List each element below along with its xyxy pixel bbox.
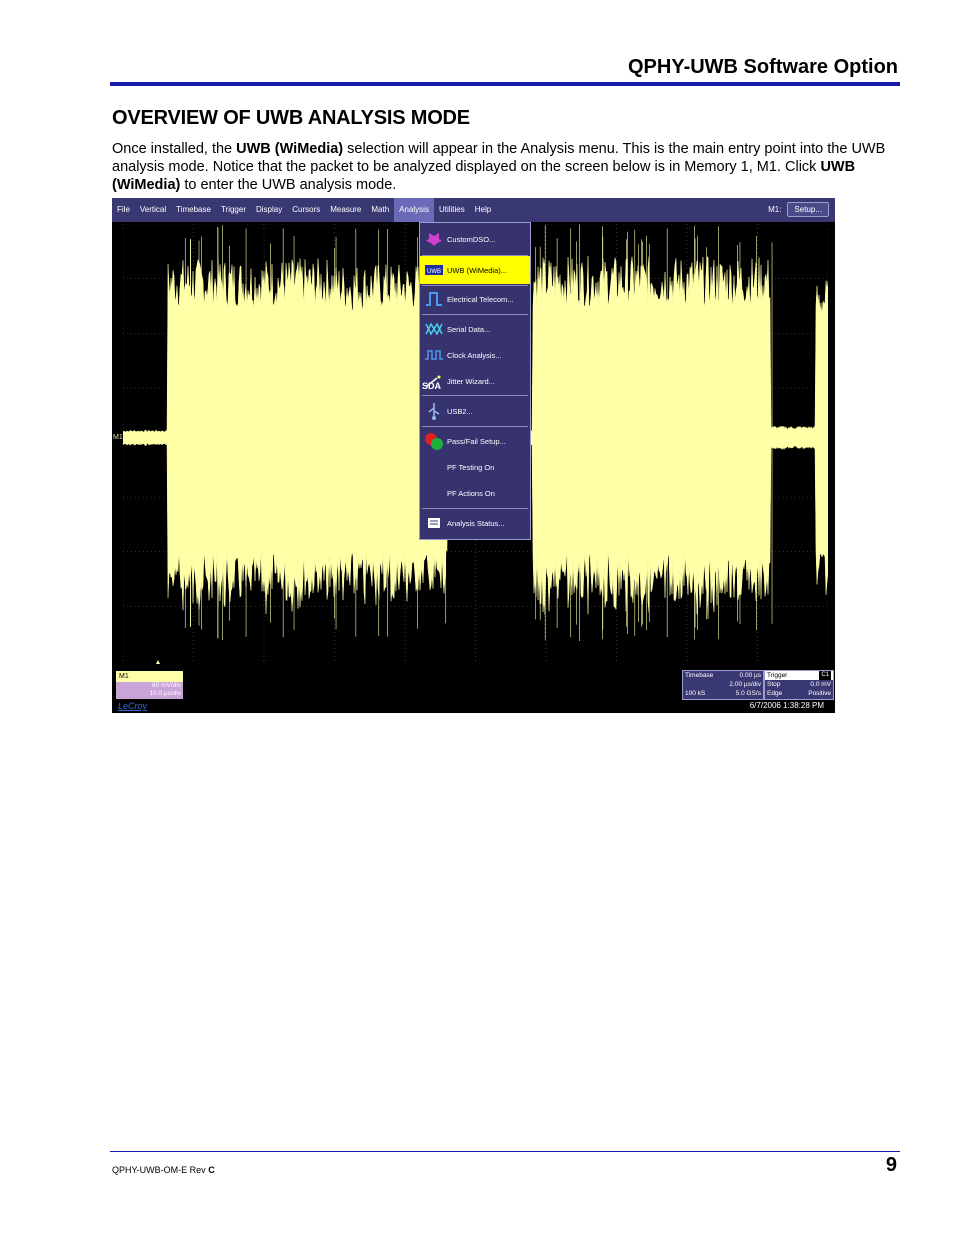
timebase-label: Timebase bbox=[685, 672, 714, 679]
footer-doc-text: QPHY-UWB-OM-E Rev bbox=[112, 1165, 209, 1175]
usb-icon bbox=[424, 402, 444, 420]
dd-label: USB2... bbox=[447, 406, 473, 416]
m1-tdiv: 10.0 µs/div bbox=[149, 690, 181, 697]
section-heading: OVERVIEW OF UWB ANALYSIS MODE bbox=[112, 107, 470, 129]
intro-bold-uwb-1: UWB (WiMedia) bbox=[236, 141, 344, 157]
menu-cursors[interactable]: Cursors bbox=[292, 205, 321, 214]
dd-label: UWB (WiMedia)... bbox=[447, 265, 507, 275]
status-list-icon bbox=[424, 514, 444, 532]
dd-label: CustomDSO... bbox=[447, 234, 496, 244]
trigger-mode: Stop bbox=[767, 681, 781, 688]
scope-menubar bbox=[112, 198, 835, 222]
blank-icon bbox=[424, 458, 444, 476]
scope-status-bar bbox=[112, 664, 835, 713]
dd-item-serial-data[interactable] bbox=[420, 315, 530, 343]
eye-diagram-icon bbox=[424, 320, 444, 338]
dd-label: Clock Analysis... bbox=[447, 350, 502, 360]
menu-math[interactable]: Math bbox=[371, 205, 390, 214]
timebase-descriptor[interactable] bbox=[682, 670, 764, 700]
custom-dso-icon bbox=[424, 230, 444, 248]
menu-help[interactable]: Help bbox=[474, 205, 492, 214]
analysis-dropdown-menu bbox=[419, 222, 531, 540]
dd-item-customdso[interactable] bbox=[420, 225, 530, 253]
intro-text-3: to enter the UWB analysis mode. bbox=[180, 177, 397, 193]
dd-label: PF Actions On bbox=[447, 488, 495, 498]
dd-item-pass-fail-setup[interactable] bbox=[420, 427, 530, 455]
dd-item-electrical-telecom[interactable] bbox=[420, 285, 530, 313]
intro-bold-uwb-2: UWB (WiMedia) bbox=[112, 159, 856, 193]
menubar-right bbox=[768, 202, 829, 217]
m1-vdiv: 60 mV/div bbox=[152, 682, 181, 689]
clock-wave-icon bbox=[424, 346, 444, 364]
trigger-slope: Positive bbox=[808, 690, 831, 697]
intro-text-1: Once installed, the bbox=[112, 141, 237, 157]
pass-fail-icon bbox=[424, 432, 444, 450]
m1-trace-descriptor[interactable] bbox=[116, 671, 183, 699]
timebase-row-1 bbox=[683, 671, 763, 680]
dd-label: Electrical Telecom... bbox=[447, 294, 514, 304]
dd-item-pf-actions-on[interactable] bbox=[420, 479, 530, 507]
page-header-title: QPHY-UWB Software Option bbox=[628, 56, 898, 78]
menu-timebase[interactable]: Timebase bbox=[176, 205, 211, 214]
menu-analysis[interactable]: Analysis bbox=[394, 198, 434, 222]
menu-vertical[interactable]: Vertical bbox=[139, 205, 167, 214]
page-number: 9 bbox=[885, 1154, 897, 1176]
dd-item-pf-testing-on[interactable] bbox=[420, 453, 530, 481]
dd-item-usb2[interactable] bbox=[420, 397, 530, 425]
menu-utilities[interactable]: Utilities bbox=[438, 205, 465, 214]
sda-badge: SDA bbox=[422, 381, 442, 391]
footer-doc-id bbox=[112, 1165, 215, 1175]
dd-item-uwb-wimedia[interactable] bbox=[420, 256, 530, 284]
intro-paragraph bbox=[112, 140, 892, 194]
trigger-level: 0.0 mV bbox=[810, 681, 831, 688]
timebase-row-2 bbox=[683, 680, 763, 689]
dd-item-clock-analysis[interactable] bbox=[420, 341, 530, 369]
intro-text-2: selection will appear in the Analysis menu. This is the main entry point into the UWB analysis mode. Notice that the packet to be analyzed displayed on the screen below is in Memory 1, M1. Click bbox=[112, 141, 886, 175]
scope-datetime: 6/7/2006 1:38:28 PM bbox=[749, 701, 824, 710]
timebase-samples: 100 kS bbox=[685, 690, 706, 697]
setup-button[interactable]: Setup... bbox=[787, 202, 829, 217]
trigger-descriptor[interactable] bbox=[764, 670, 834, 700]
trigger-row-3 bbox=[765, 689, 833, 698]
dd-item-analysis-status[interactable] bbox=[420, 509, 530, 537]
trigger-channel: C1 bbox=[821, 672, 829, 678]
header-rule bbox=[110, 82, 900, 86]
trigger-row-1 bbox=[765, 671, 833, 680]
m1-box-title: M1 bbox=[116, 671, 183, 682]
menu-file[interactable]: File bbox=[117, 205, 130, 214]
menu-measure[interactable]: Measure bbox=[330, 205, 362, 214]
blank-icon bbox=[424, 484, 444, 502]
menu-trigger[interactable]: Trigger bbox=[220, 205, 246, 214]
trace-m1-marker: M1 bbox=[113, 434, 123, 441]
svg-text:UWB: UWB bbox=[427, 269, 441, 275]
timebase-delay: 0.00 µs bbox=[739, 672, 761, 679]
dd-label: Serial Data... bbox=[447, 324, 491, 334]
dd-label: Analysis Status... bbox=[447, 518, 505, 528]
dd-separator bbox=[422, 395, 528, 396]
oscilloscope-screenshot bbox=[112, 198, 835, 713]
footer-rule bbox=[110, 1151, 900, 1152]
footer-rev: C bbox=[208, 1165, 215, 1175]
trigger-label: Trigger bbox=[767, 672, 788, 679]
menu-display[interactable]: Display bbox=[256, 205, 283, 214]
dd-label: Pass/Fail Setup... bbox=[447, 436, 506, 446]
telecom-pulse-icon bbox=[424, 290, 444, 308]
m1-setup-label: M1: bbox=[768, 205, 782, 214]
timebase-tdiv: 2.00 µs/div bbox=[729, 681, 761, 688]
uwb-icon bbox=[424, 261, 444, 279]
dd-label: PF Testing On bbox=[447, 462, 495, 472]
lecroy-logo: LeCroy bbox=[118, 701, 148, 711]
timebase-rate: 5.0 GS/s bbox=[735, 690, 761, 697]
trigger-type: Edge bbox=[767, 690, 783, 697]
timebase-row-3 bbox=[683, 689, 763, 698]
trigger-row-2 bbox=[765, 680, 833, 689]
dd-label: Jitter Wizard... bbox=[447, 376, 495, 386]
